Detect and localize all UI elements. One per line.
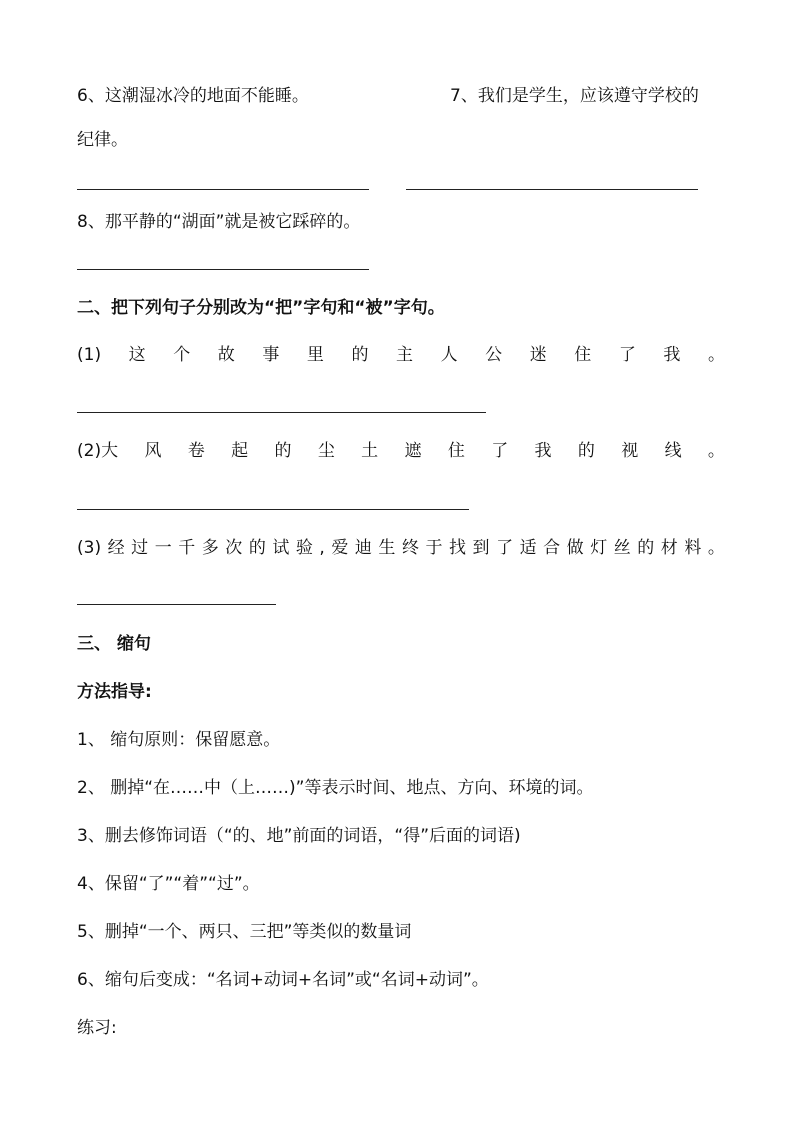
sentence-char: 住	[574, 345, 592, 365]
sentence-char: 灯	[590, 538, 608, 558]
item-8-text: 8、那平静的“湖面”就是被它踩碎的。	[77, 212, 361, 232]
rule-item-3: 3、删去修饰词语（“的、地”前面的词语，“得”后面的词语)	[77, 826, 521, 846]
sentence-char: 次	[225, 538, 243, 558]
sentence-char: 个	[173, 345, 191, 365]
sentence-char: 了	[491, 441, 509, 461]
sentence-char: 。	[707, 538, 725, 558]
sentence-char: 故	[217, 345, 235, 365]
sentence-char: 的	[248, 538, 266, 558]
answer-line-sentence-2[interactable]	[77, 509, 469, 510]
sentence-char: 我	[534, 441, 552, 461]
sentence-char: 的	[577, 441, 595, 461]
sentence-char: 视	[621, 441, 639, 461]
sentence-char: 千	[178, 538, 196, 558]
answer-line-item-6[interactable]	[77, 189, 369, 190]
answer-line-sentence-3[interactable]	[77, 604, 276, 605]
sentence-char: 生	[378, 538, 396, 558]
answer-line-item-7[interactable]	[406, 189, 698, 190]
sentence-char: 主	[396, 345, 414, 365]
item-6-text: 6、这潮湿冰冷的地面不能睡。	[77, 86, 309, 106]
sentence-char: 一	[154, 538, 172, 558]
sentence-char: 材	[660, 538, 678, 558]
sentence-char: (1)	[77, 345, 102, 365]
sentence-char: 迷	[529, 345, 547, 365]
sentence-char: 尘	[317, 441, 335, 461]
rule-item-6: 6、缩句后变成：“名词+动词+名词”或“名词+动词”。	[77, 970, 489, 990]
sentence-char: 的	[637, 538, 655, 558]
sentence-char: 做	[566, 538, 584, 558]
item-7-text-line1: 7、我们是学生，应该遵守学校的	[450, 86, 699, 106]
sentence-char: 公	[485, 345, 503, 365]
sentence-char: 事	[262, 345, 280, 365]
practice-label: 练习:	[77, 1018, 117, 1038]
sentence-char: 过	[131, 538, 149, 558]
sentence-char: 爱	[331, 538, 349, 558]
sentence-char: 。	[707, 345, 725, 365]
sentence-char: 。	[707, 441, 725, 461]
rule-item-2: 2、 删掉“在……中（上……)”等表示时间、地点、方向、环境的词。	[77, 778, 594, 798]
rule-item-5: 5、删掉“一个、两只、三把”等类似的数量词	[77, 922, 412, 942]
sentence-char: 起	[231, 441, 249, 461]
sentence-char: 土	[361, 441, 379, 461]
sentence-char: 线	[664, 441, 682, 461]
sentence-char: (2)大	[77, 441, 119, 461]
sentence-char: 多	[201, 538, 219, 558]
sentence-char: 这	[128, 345, 146, 365]
sentence-char: 的	[351, 345, 369, 365]
sentence-char: 料	[684, 538, 702, 558]
sentence-2	[77, 443, 725, 460]
sentence-char: 住	[447, 441, 465, 461]
rule-item-4: 4、保留“了”“着”“过”。	[77, 874, 260, 894]
sentence-char: 于	[425, 538, 443, 558]
sentence-char: 了	[618, 345, 636, 365]
sentence-char: 里	[306, 345, 324, 365]
sentence-char: ,	[319, 538, 325, 558]
sentence-char: 的	[274, 441, 292, 461]
sentence-char: 丝	[613, 538, 631, 558]
sentence-char: 风	[144, 441, 162, 461]
sentence-char: 验	[295, 538, 313, 558]
sentence-char: 卷	[187, 441, 205, 461]
sentence-char: 合	[543, 538, 561, 558]
sentence-char: 人	[440, 345, 458, 365]
sentence-char: (3)	[77, 538, 102, 558]
answer-line-sentence-1[interactable]	[77, 412, 486, 413]
sentence-char: 试	[272, 538, 290, 558]
section-2-heading: 二、把下列句子分别改为“把”字句和“被”字句。	[77, 298, 445, 318]
section-3-heading: 三、 缩句	[77, 634, 151, 654]
item-7-text-line2: 纪律。	[77, 130, 128, 150]
sentence-char: 我	[663, 345, 681, 365]
sentence-1	[77, 347, 725, 364]
sentence-char: 遮	[404, 441, 422, 461]
sentence-char: 到	[472, 538, 490, 558]
sentence-char: 迪	[354, 538, 372, 558]
sentence-char: 终	[401, 538, 419, 558]
sentence-char: 找	[449, 538, 466, 558]
sentence-3	[77, 540, 725, 557]
rule-item-1: 1、 缩句原则：保留愿意。	[77, 730, 281, 750]
sentence-char: 了	[496, 538, 514, 558]
method-guide-title: 方法指导:	[77, 682, 152, 702]
sentence-char: 经	[107, 538, 125, 558]
answer-line-item-8[interactable]	[77, 269, 369, 270]
sentence-char: 适	[519, 538, 537, 558]
